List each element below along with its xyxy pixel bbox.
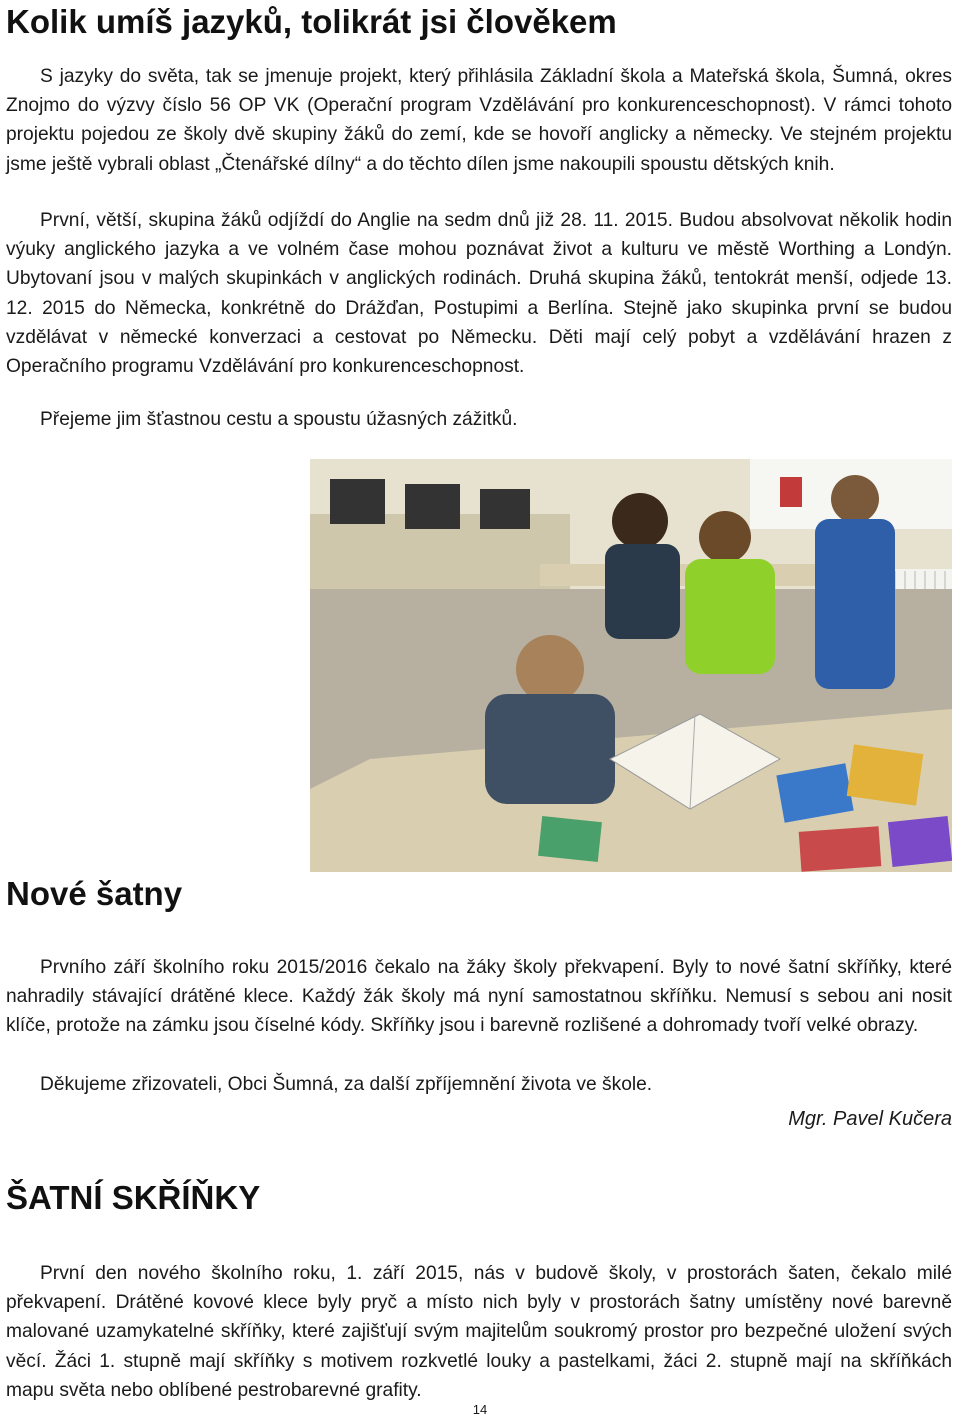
page-number: 14 [472,1402,488,1417]
photo-boy-dark [605,544,680,639]
photo-monitor [405,484,460,529]
paragraph-trip-details: První, větší, skupina žáků odjíždí do Anglie na sedm dnů již 28. 11. 2015. Budou absolvovat několik hodin výuky anglického jazyka a ve volném čase mohou poznávat život a kulturu ve městě Worthing a Londýn. Ubytovaní jsou v malých skupinkách v anglických rodinách. Druhá skupina žáků, tentokrát menší, odjede 13. 12. 2015 do Německa, konkrétně do Drážďan, Postupimi a Berlína. Stejně jako skupinka první se budou vzdělávat v německé konverzaci a cestovat po Německu. Děti mají celý pobyt a vzdělávání hrazen z Operačního programu Vzdělávání pro konkurenceschopnost. [6,210,952,378]
article-title-lockers: ŠATNÍ SKŘÍŇKY [6,1179,261,1216]
article-title-languages: Kolik umíš jazyků, tolikrát jsi člověkem [6,3,617,40]
photo-boy-reading [485,694,615,804]
photo-monitor [330,479,385,524]
paragraph-lockers-story: První den nového školního roku, 1. září 2015, nás v budově školy, v prostorách šaten, čekalo milé překvapení. Drátěné kovové klece byly pryč a místo nich byly v prostorách šatny umístěny nové barevně malované uzamykatelné skříňky, které zajišťují svým majitelům soukromý prostor pro bezpečné uložení svých věcí. Žáci 1. stupně mají skříňky s motivem rozkvetlé louky a pastelkami, žáci 2. stupně mají na skříňkách mapu světa nebo oblíbené pestrobarevné grafity. [6,1263,952,1401]
paragraph-project-intro: S jazyky do světa, tak se jmenuje projekt, který přihlásila Základní škola a Mateřská škola, Šumná, okres Znojmo do výzvy číslo 56 OP VK (Operační program Vzdělávání pro konkurenceschopnost). V rámci tohoto projektu pojedou ze školy dvě skupiny žáků do zemí, kde se hovoří anglicky a německy. Ve stejném projektu jsme ještě vybrali oblast „Čtenářské dílny“ a do těchto dílen jsme nakoupili spoustu dětských knih. [6,66,952,175]
article-title-new-cloakrooms: Nové šatny [6,875,183,912]
photo-boy-green [685,559,775,674]
photo-book [799,826,882,871]
photo-book [538,816,602,862]
photo-book [847,744,924,805]
photo-phone [780,477,802,507]
photo-boy-blue [815,519,895,689]
photo-book [888,816,952,867]
author-signature: Mgr. Pavel Kučera [788,1108,952,1130]
classroom-photo [310,459,952,872]
paragraph-thanks: Děkujeme zřizovateli, Obci Šumná, za další zpříjemnění života ve škole. [40,1074,653,1095]
photo-monitor [480,489,530,529]
paragraph-wishes: Přejeme jim šťastnou cestu a spoustu úžasných zážitků. [40,409,518,430]
paragraph-lockers-intro: Prvního září školního roku 2015/2016 čekalo na žáky školy překvapení. Byly to nové šatní skříňky, které nahradily stávající drátěné klece. Každý žák školy má nyní samostatnou skříňku. Nemusí s sebou ani nosit klíče, protože na zámku jsou číselné kódy. Skříňky jsou i barevně rozlišené a dohromady tvoří velké obrazy. [6,957,952,1037]
